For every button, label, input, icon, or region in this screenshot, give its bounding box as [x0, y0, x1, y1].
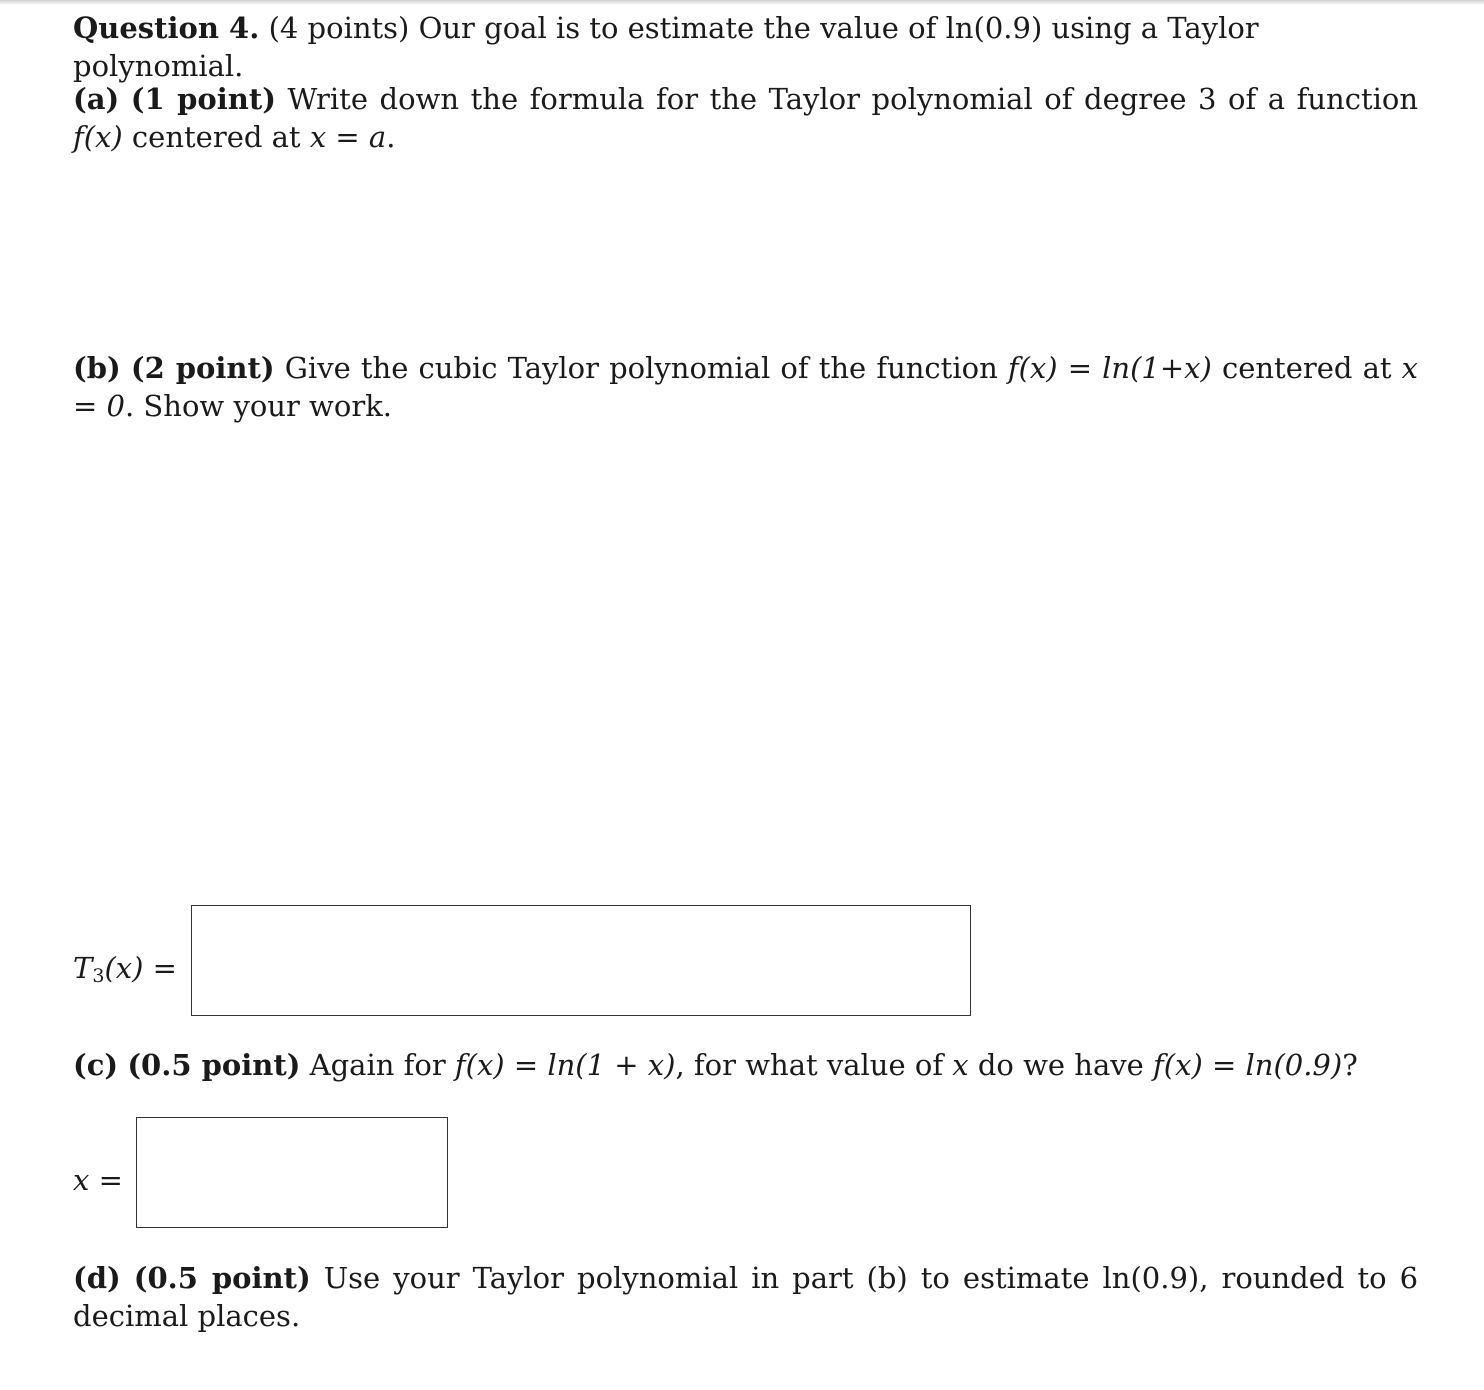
part-d-expr: ln(0.9) [1102, 1261, 1200, 1295]
part-b-prompt [73, 349, 1418, 425]
part-b-answer-label-base: T [73, 951, 93, 985]
part-a-label: (a) [73, 82, 120, 116]
part-c-text-mid2: do we have [968, 1048, 1154, 1082]
part-c-func: f(x) = ln(1 + x) [454, 1048, 676, 1082]
part-c-text-mid: , for what value of [675, 1048, 953, 1082]
part-a-text-end: . [386, 120, 396, 154]
part-a-func: f(x) [73, 120, 123, 154]
part-b-answer-label-sub: 3 [92, 965, 105, 987]
part-d-label: (d) [73, 1261, 121, 1295]
part-a-points: (1 point) [130, 82, 276, 116]
part-b-label: (b) [73, 351, 121, 385]
question-header [73, 9, 1418, 85]
question-label: Question 4. [73, 11, 260, 45]
part-c-var: x [952, 1048, 969, 1082]
part-c-answer-box[interactable] [136, 1117, 448, 1228]
part-b-center: x = 0 [73, 351, 1419, 423]
part-b-func: f(x) = ln(1+x) [1007, 351, 1212, 385]
part-b-text-before: Give the cubic Taylor polynomial of the function [284, 351, 1008, 385]
part-c-answer-label: x = [73, 1163, 123, 1197]
part-a-text-before: Write down the formula for the Taylor polynomial of degree 3 of a function [287, 82, 1419, 116]
question-text-before: Our goal is to estimate the value of [418, 11, 946, 45]
part-d-text-end: , rounded to 6 decimal places. [73, 1261, 1419, 1333]
part-d-text-before: Use your Taylor polynomial in part (b) to estimate [323, 1261, 1103, 1295]
part-c-prompt [73, 1046, 1418, 1084]
part-d-points: (0.5 point) [133, 1261, 311, 1295]
part-d-prompt [73, 1259, 1418, 1335]
part-a-text-mid: centered at [122, 120, 310, 154]
question-text-after: using a Taylor polynomial. [73, 11, 1259, 83]
part-a-prompt [73, 80, 1418, 156]
part-b-text-end: . Show your work. [124, 389, 392, 423]
part-c-text-end: ? [1342, 1048, 1358, 1082]
top-edge-shadow [0, 0, 1484, 5]
part-c-text-before: Again for [309, 1048, 455, 1082]
question-expr: ln(0.9) [945, 11, 1043, 45]
part-b-answer-box[interactable] [191, 905, 971, 1016]
part-b-answer-label [73, 949, 177, 987]
part-c-points: (0.5 point) [127, 1048, 301, 1082]
part-a-center: x = a [309, 120, 387, 154]
part-b-points: (2 point) [130, 351, 275, 385]
part-b-text-mid: centered at [1211, 351, 1402, 385]
part-b-answer-label-rest: (x) = [104, 951, 177, 985]
part-c-label: (c) [73, 1048, 119, 1082]
part-c-cond: f(x) = ln(0.9) [1153, 1048, 1343, 1082]
question-points: (4 points) [268, 11, 410, 45]
